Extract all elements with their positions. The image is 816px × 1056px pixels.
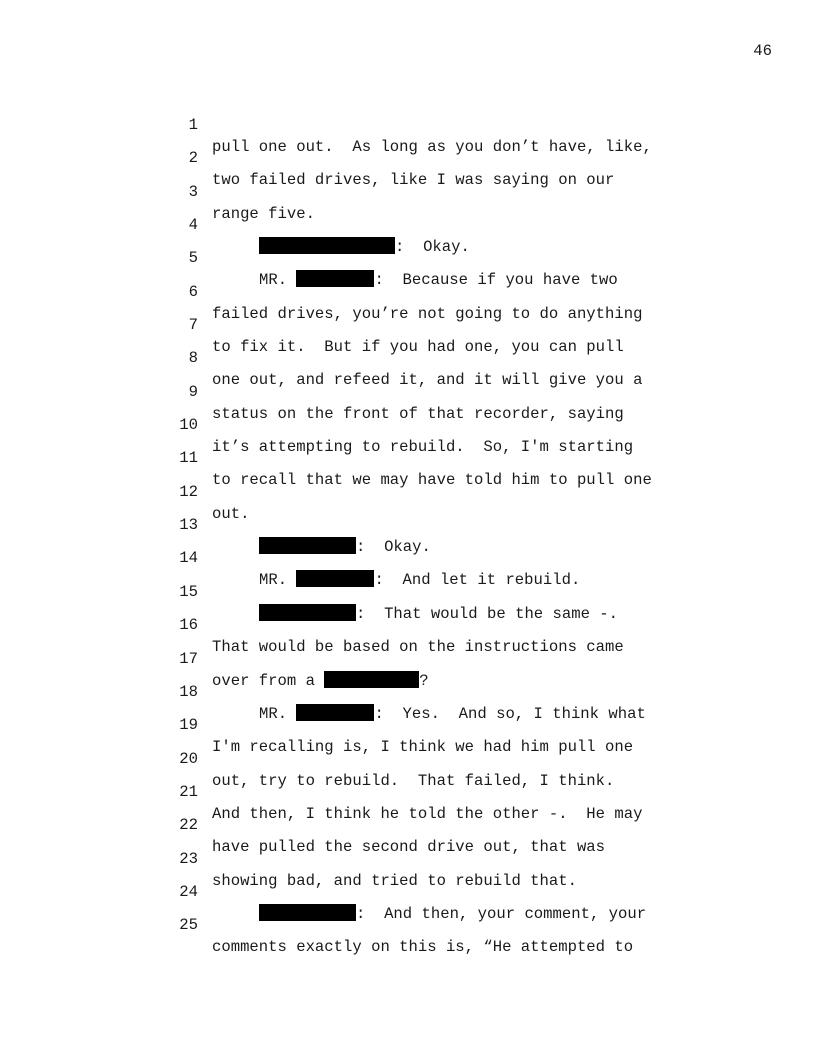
line-text: to recall that we may have told him to pull one xyxy=(212,471,652,490)
line-text: I'm recalling is, I think we had him pull one xyxy=(212,738,634,757)
transcript-line xyxy=(170,259,690,323)
line-text: it’s attempting to rebuild. So, I'm starting xyxy=(212,438,634,457)
line-text: out, try to rebuild. That failed, I think. xyxy=(212,771,615,790)
line-text: failed drives, you’re not going to do anything xyxy=(212,304,643,323)
line-text-after: : Yes. And so, I think what xyxy=(374,704,646,723)
line-number: 23 xyxy=(179,849,198,868)
line-text: out. xyxy=(212,504,250,523)
line-text: status on the front of that recorder, saying xyxy=(212,404,624,423)
line-number: 25 xyxy=(179,916,198,935)
line-text-after: : Okay. xyxy=(395,238,470,257)
line-text-before: over from a xyxy=(212,671,325,690)
line-number: 4 xyxy=(188,216,198,235)
line-number: 20 xyxy=(179,749,198,768)
transcript-line xyxy=(170,726,690,790)
line-number: 9 xyxy=(188,382,198,401)
line-number: 10 xyxy=(179,416,198,435)
transcript-line xyxy=(170,759,690,823)
line-text: That would be based on the instructions came xyxy=(212,638,624,657)
transcript-line xyxy=(170,125,690,190)
transcript-line xyxy=(170,159,690,223)
line-number: 19 xyxy=(179,716,198,735)
speaker-prefix: MR. xyxy=(259,571,297,590)
line-number: 6 xyxy=(188,282,198,301)
line-number: 18 xyxy=(179,682,198,701)
transcript-line xyxy=(170,892,690,957)
line-number: 14 xyxy=(179,549,198,568)
transcript-line xyxy=(170,92,690,156)
speaker-prefix: MR. xyxy=(259,704,297,723)
line-text: one out, and refeed it, and it will give you a xyxy=(212,371,643,390)
line-number: 2 xyxy=(188,149,198,168)
line-number: 7 xyxy=(188,316,198,335)
transcript-body xyxy=(170,92,690,957)
transcript-line xyxy=(170,792,690,857)
transcript-line xyxy=(170,292,690,357)
line-number: 24 xyxy=(179,882,198,901)
transcript-line xyxy=(170,859,690,923)
line-text-after: : Okay. xyxy=(356,538,431,557)
line-number: 12 xyxy=(179,482,198,501)
transcript-line xyxy=(170,525,690,590)
line-number: 1 xyxy=(188,116,198,134)
line-text-after: : And let it rebuild. xyxy=(374,571,581,590)
line-text-after: : Because if you have two xyxy=(374,271,618,290)
transcript-line xyxy=(170,592,690,657)
line-text-after: ? xyxy=(419,671,429,690)
line-text: showing bad, and tried to rebuild that. xyxy=(212,871,577,890)
transcript-line xyxy=(170,492,690,557)
line-number: 13 xyxy=(179,516,198,535)
transcript-line xyxy=(170,559,690,623)
line-text: comments exactly on this is, “He attempted to xyxy=(212,938,634,957)
line-text: have pulled the second drive out, that was xyxy=(212,838,606,857)
line-text-after: : That would be the same -. xyxy=(356,604,619,623)
line-text: range five. xyxy=(212,204,315,223)
line-text: pull one out. As long as you don’t have, like, xyxy=(212,138,652,156)
line-number: 8 xyxy=(188,349,198,368)
transcript-line xyxy=(170,692,690,757)
transcript-line xyxy=(170,659,690,723)
line-number: 21 xyxy=(179,782,198,801)
transcript-line xyxy=(170,359,690,423)
speaker-prefix: MR. xyxy=(259,271,297,290)
transcript-line xyxy=(170,192,690,257)
line-text: And then, I think he told the other -. He may xyxy=(212,804,643,823)
transcript-line xyxy=(170,626,690,690)
line-number: 17 xyxy=(179,649,198,668)
transcript-line xyxy=(170,392,690,457)
transcript-line xyxy=(170,826,690,890)
line-number: 11 xyxy=(179,449,198,468)
transcript-line xyxy=(170,425,690,490)
line-number: 15 xyxy=(179,582,198,601)
transcript-line xyxy=(170,225,690,290)
line-text: two failed drives, like I was saying on our xyxy=(212,171,615,190)
line-number: 3 xyxy=(188,182,198,201)
line-text-after: : And then, your comment, your xyxy=(356,904,647,923)
page-number: 46 xyxy=(753,42,772,60)
line-text: to fix it. But if you had one, you can pull xyxy=(212,338,624,357)
line-number: 16 xyxy=(179,616,198,635)
line-number: 5 xyxy=(188,249,198,268)
transcript-line xyxy=(170,459,690,523)
line-number: 22 xyxy=(179,816,198,835)
transcript-line xyxy=(170,325,690,390)
